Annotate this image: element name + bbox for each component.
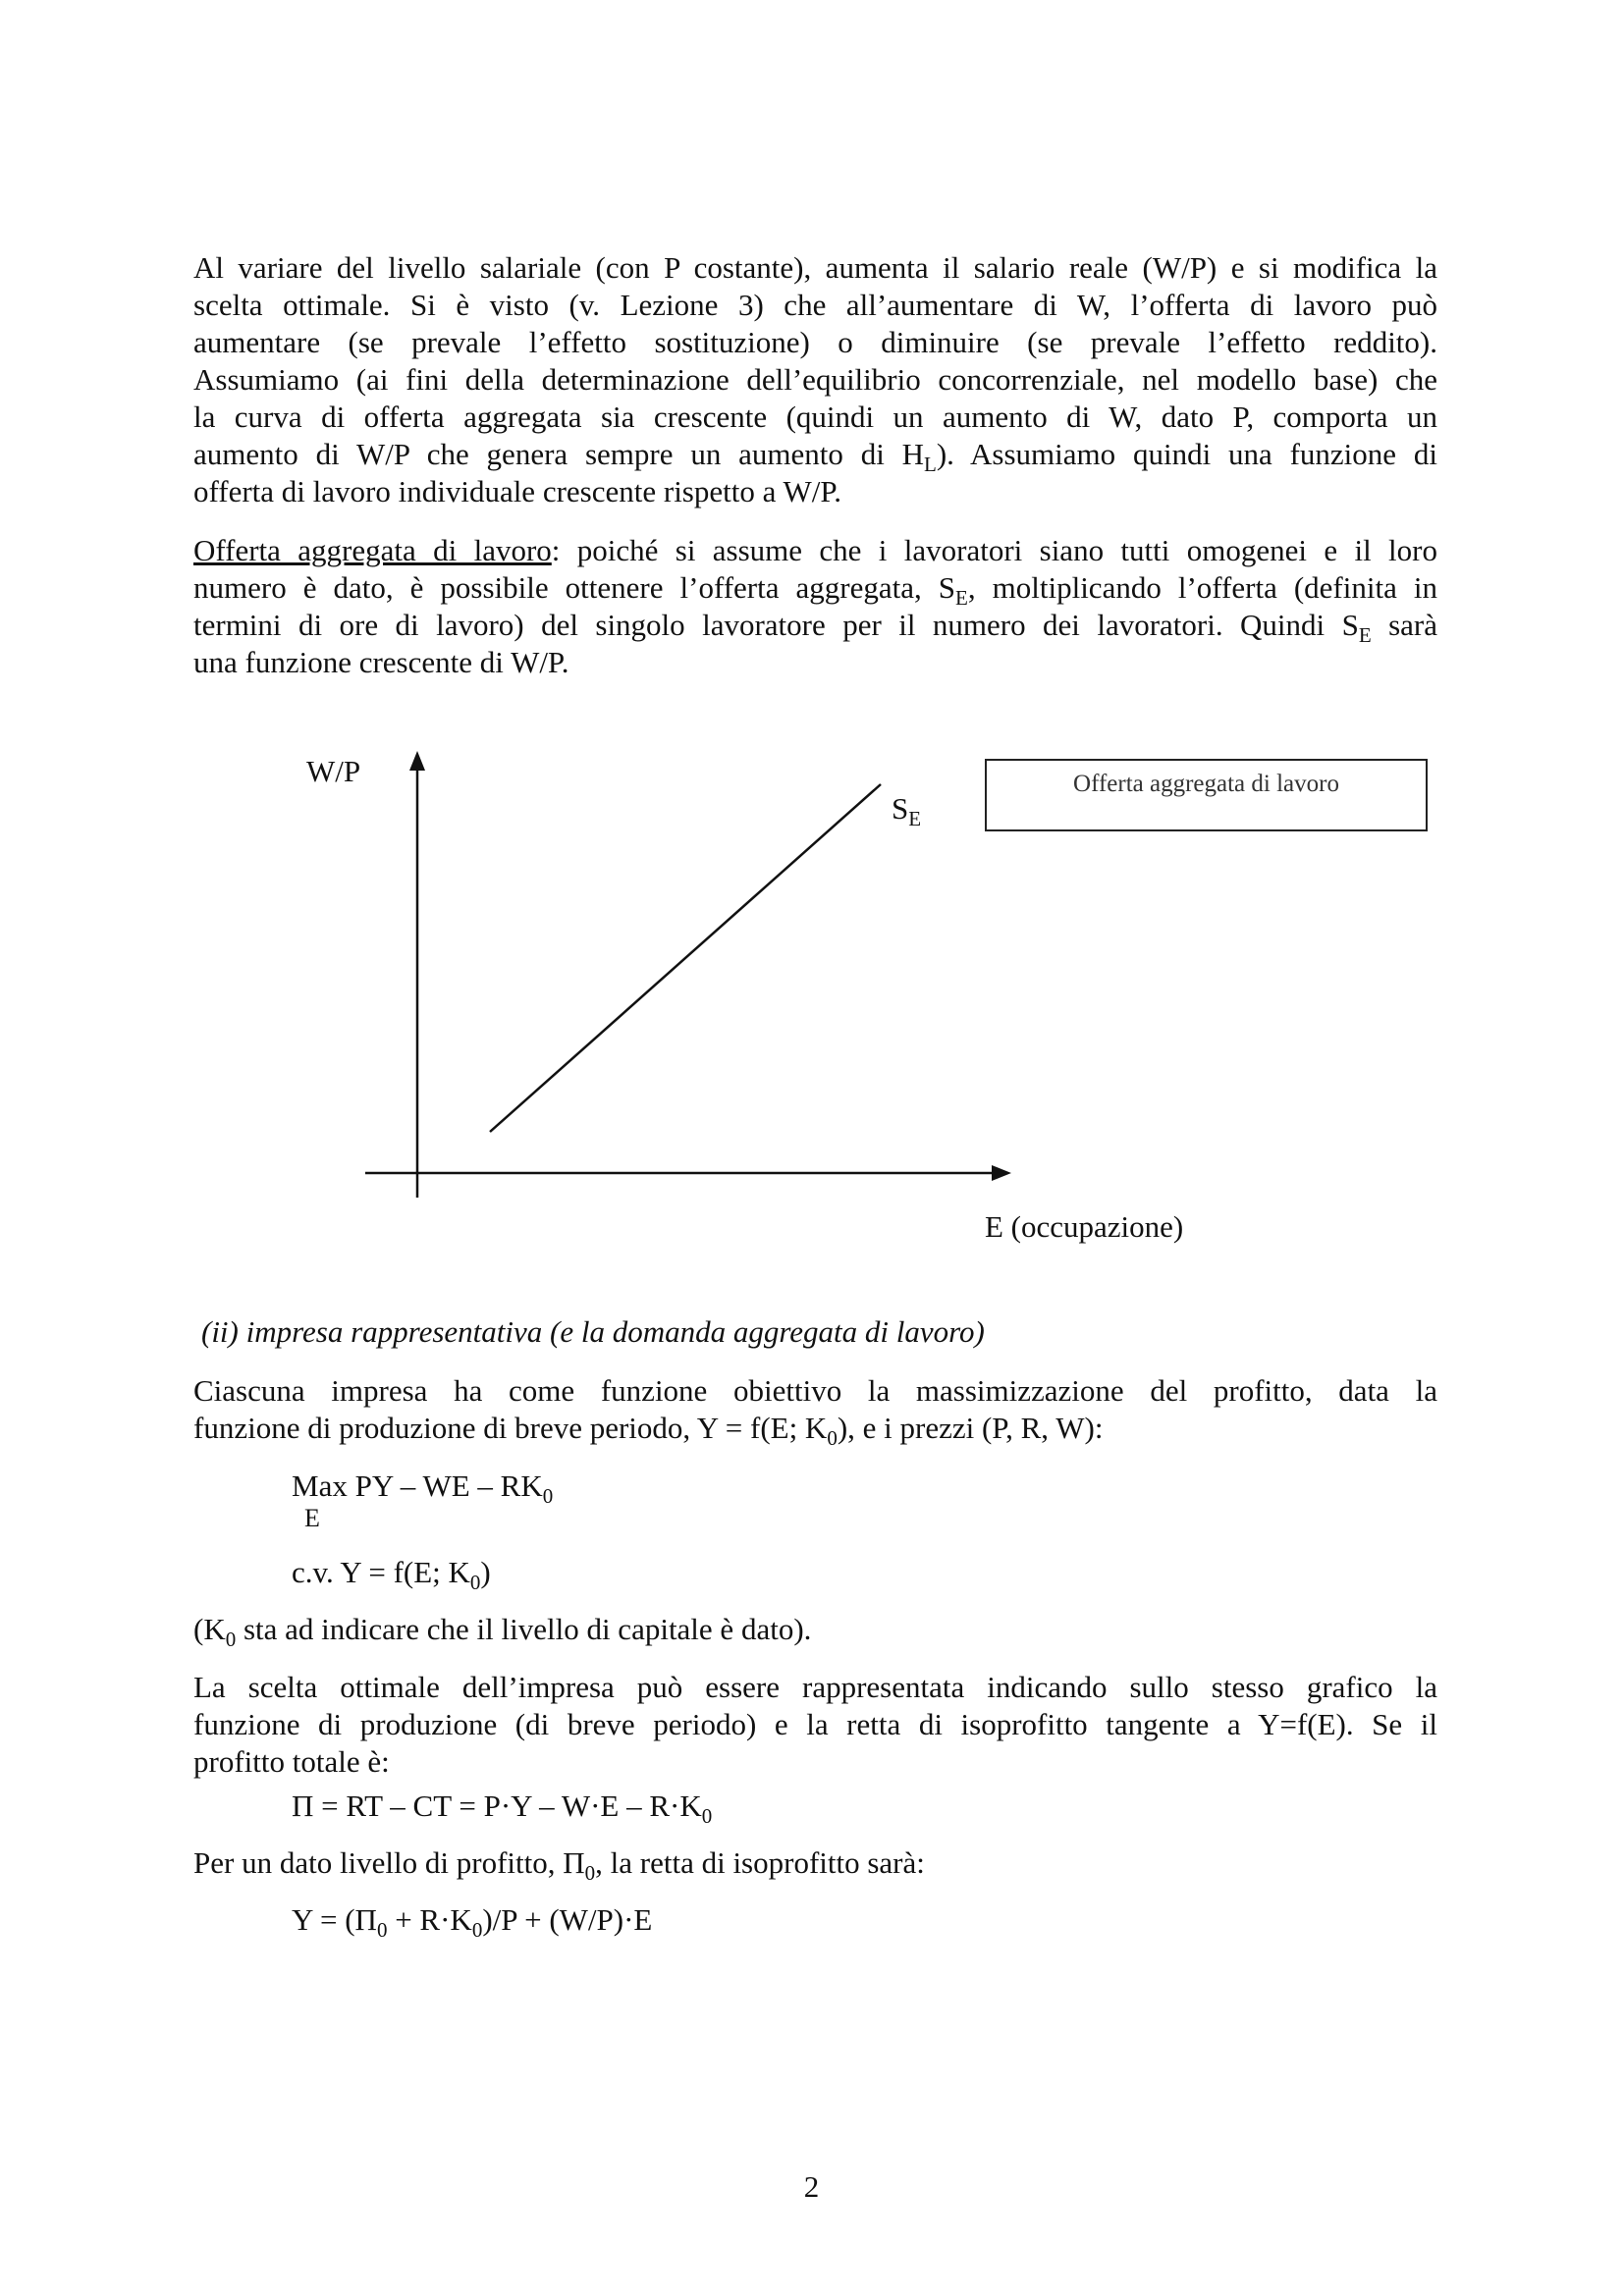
text-fragment: , la retta di isoprofitto sarà:: [595, 1845, 925, 1880]
text-fragment: aumento di W/P che genera sempre un aumento di H: [193, 437, 925, 471]
formula-text: c.v. Y = f(E; K: [292, 1555, 470, 1589]
text-line: aumentare (se prevale l’effetto sostituzione) o diminuire (se prevale l’effetto reddito).: [193, 325, 1437, 359]
subscript: E: [1358, 623, 1372, 647]
label-main: S: [892, 791, 909, 826]
isoprofit-formula: [292, 1902, 653, 1942]
subscript: 0: [376, 1918, 388, 1942]
subscript: 0: [469, 1571, 481, 1594]
text-fragment: Per un dato livello di profitto, Π: [193, 1845, 585, 1880]
x-axis-arrow: [992, 1165, 1011, 1181]
text-line: scelta ottimale. Si è visto (v. Lezione 3) che all’aumentare di W, l’offerta di lavoro può: [193, 288, 1437, 322]
page-number: 2: [803, 2169, 820, 2204]
text-line: Al variare del livello salariale (con P costante), aumenta il salario reale (W/P) e si modifica la: [193, 250, 1437, 285]
max-formula: [292, 1468, 554, 1508]
text-line: la curva di offerta aggregata sia crescente (quindi un aumento di W, dato P, comporta un: [193, 400, 1437, 434]
x-axis-label: E (occupazione): [985, 1209, 1184, 1244]
max-variable: E: [304, 1504, 320, 1532]
formula-text: ): [480, 1555, 491, 1589]
subscript: E: [955, 586, 968, 610]
subscript: 0: [542, 1484, 554, 1508]
isoprofit-intro: [193, 1845, 925, 1885]
text-fragment: (K: [193, 1612, 226, 1646]
text-fragment: funzione di produzione di breve periodo, Y = f(E; K: [193, 1411, 828, 1445]
formula-text: Y = (Π: [292, 1902, 377, 1937]
legend-box: Offerta aggregata di lavoro: [985, 759, 1428, 831]
text-fragment: termini di ore di lavoro) del singolo lavoratore per il numero dei lavoratori. Quindi S: [193, 608, 1359, 642]
formula-text: )/P + (W/P)·E: [482, 1902, 653, 1937]
text-line: Ciascuna impresa ha come funzione obiettivo la massimizzazione del profitto, data la: [193, 1373, 1437, 1408]
paragraph-firm-objective: [193, 1372, 1437, 1450]
text-line: offerta di lavoro individuale crescente rispetto a W/P.: [193, 474, 841, 508]
text-line: funzione di produzione (di breve periodo) e la retta di isoprofitto tangente a Y=f(E). Se il: [193, 1707, 1437, 1741]
text-fragment: sta ad indicare che il livello di capitale è dato).: [236, 1612, 812, 1646]
text-line: Assumiamo (ai fini della determinazione dell’equilibrio concorrenziale, nel modello base) che: [193, 362, 1437, 397]
formula-text: + R·K: [387, 1902, 472, 1937]
y-axis-arrow: [409, 751, 425, 771]
text-line: La scelta ottimale dell’impresa può essere rappresentata indicando sullo stesso grafico la: [193, 1670, 1437, 1704]
text-fragment: , moltiplicando l’offerta (definita in: [967, 570, 1437, 605]
text-line: profitto totale è:: [193, 1744, 390, 1779]
paragraph-optimal-choice: [193, 1669, 1437, 1781]
subscript: 0: [827, 1426, 838, 1450]
text-fragment: ). Assumiamo quindi una funzione di: [936, 437, 1437, 471]
supply-curve-line: [490, 784, 881, 1132]
subscript: E: [908, 807, 922, 830]
profit-formula: [292, 1789, 713, 1828]
formula-text: Max PY – WE – RK: [292, 1468, 543, 1503]
formula-text: Π = RT – CT = P·Y – W·E – R·K: [292, 1789, 702, 1823]
text-line: una funzione crescente di W/P.: [193, 645, 569, 679]
term-underlined: Offerta aggregata di lavoro: [193, 533, 552, 567]
y-axis-label: W/P: [306, 754, 361, 788]
subscript: 0: [584, 1861, 596, 1885]
subscript: 0: [225, 1628, 237, 1651]
constraint-formula: [292, 1555, 491, 1594]
supply-curve-label: [892, 791, 922, 830]
subscript: 0: [471, 1918, 483, 1942]
capital-note: [193, 1612, 812, 1651]
text-fragment: sarà: [1371, 608, 1438, 642]
text-line: [193, 1410, 1437, 1450]
subscript: L: [924, 453, 937, 476]
text-fragment: : poiché si assume che i lavoratori siano tutti omogenei e il loro: [551, 533, 1437, 567]
text-fragment: ), e i prezzi (P, R, W):: [837, 1411, 1104, 1445]
text-fragment: numero è dato, è possibile ottenere l’offerta aggregata, S: [193, 570, 956, 605]
section-heading: (ii) impresa rappresentativa (e la domanda aggregata di lavoro): [201, 1314, 985, 1349]
subscript: 0: [701, 1804, 713, 1828]
